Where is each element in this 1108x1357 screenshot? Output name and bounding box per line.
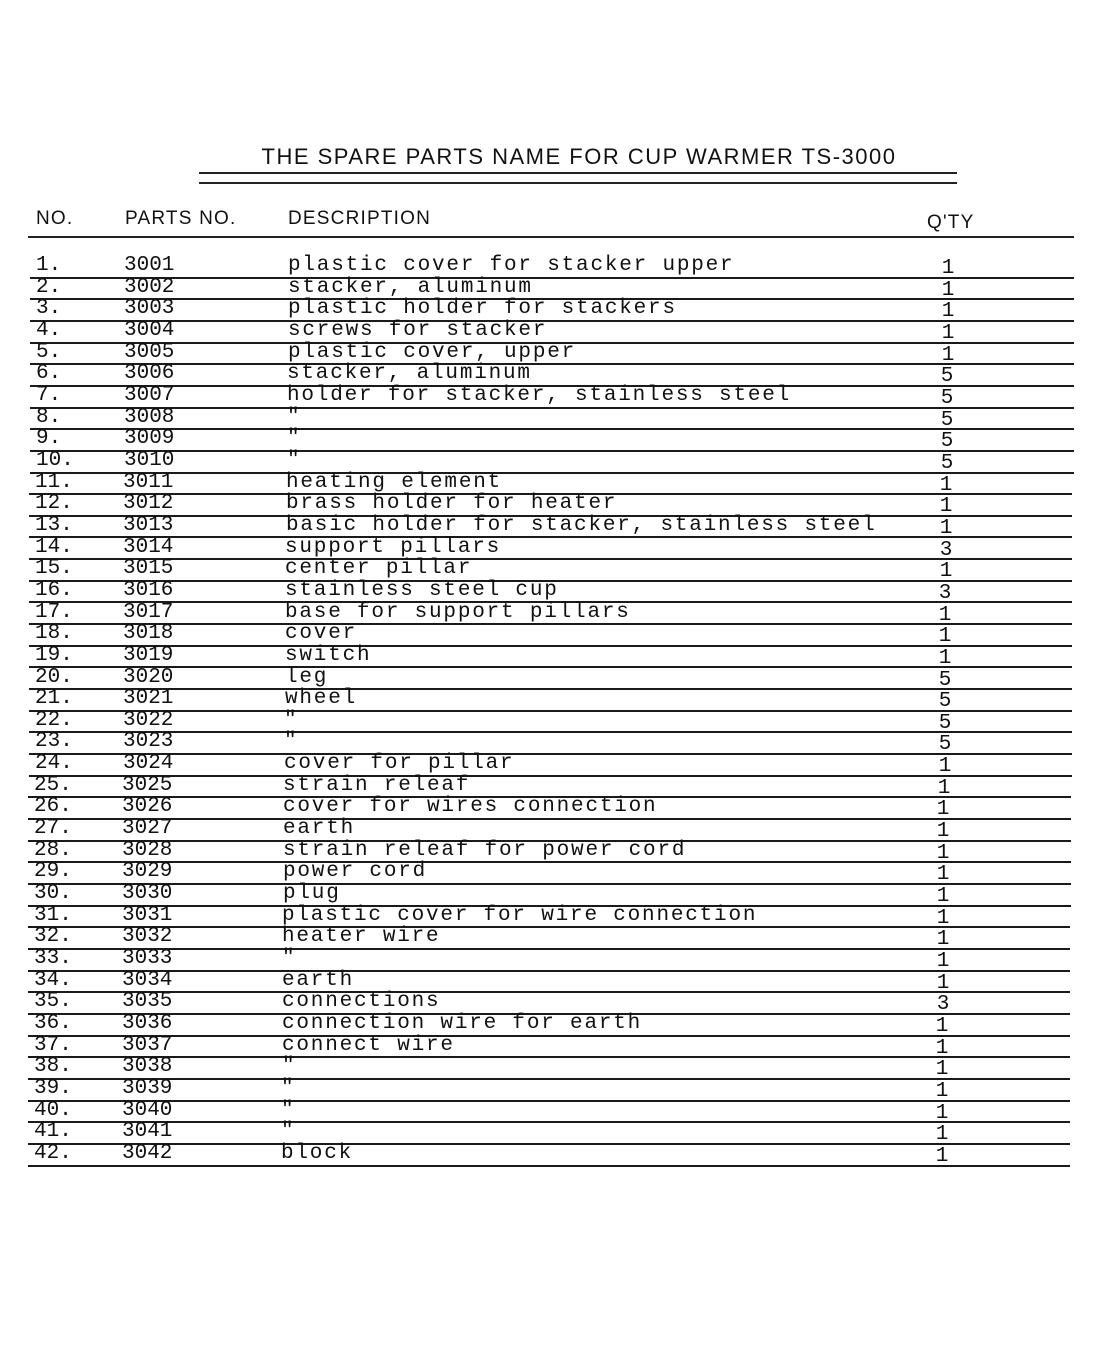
row-number: 18. bbox=[35, 622, 73, 646]
row-description: " bbox=[281, 1120, 296, 1144]
table-row bbox=[29, 623, 1072, 647]
row-qty: 1 bbox=[936, 906, 950, 930]
table-row bbox=[30, 407, 1074, 431]
row-qty: 1 bbox=[935, 1015, 949, 1039]
row-number: 12. bbox=[35, 492, 73, 516]
row-parts-no: 3036 bbox=[122, 1012, 173, 1036]
table-row bbox=[30, 428, 1074, 452]
table-row bbox=[29, 580, 1072, 604]
row-number: 10. bbox=[36, 448, 74, 472]
row-parts-no: 3026 bbox=[122, 795, 173, 819]
table-row bbox=[29, 710, 1072, 734]
column-header-description: DESCRIPTION bbox=[288, 208, 432, 229]
row-parts-no: 3003 bbox=[124, 297, 175, 321]
row-number: 2. bbox=[36, 275, 62, 299]
row-qty: 1 bbox=[941, 300, 955, 324]
table-row bbox=[29, 667, 1072, 691]
row-qty: 1 bbox=[937, 776, 951, 800]
row-number: 24. bbox=[35, 752, 73, 776]
row-description: plug bbox=[283, 882, 341, 906]
row-parts-no: 3029 bbox=[122, 860, 173, 884]
row-qty: 1 bbox=[939, 495, 953, 519]
row-parts-no: 3040 bbox=[122, 1098, 173, 1122]
table-row bbox=[29, 688, 1072, 712]
row-description: holder for stacker, stainless steel bbox=[287, 383, 792, 407]
table-row bbox=[28, 1078, 1070, 1102]
row-qty: 1 bbox=[938, 646, 952, 670]
row-qty: 5 bbox=[938, 690, 952, 714]
row-qty: 1 bbox=[938, 625, 952, 649]
row-parts-no: 3028 bbox=[122, 838, 173, 862]
row-number: 41. bbox=[34, 1120, 72, 1144]
row-qty: 1 bbox=[941, 278, 955, 302]
row-number: 20. bbox=[35, 665, 73, 689]
row-parts-no: 3008 bbox=[124, 405, 175, 429]
table-row bbox=[28, 861, 1071, 885]
row-description: " bbox=[282, 1055, 297, 1079]
row-qty: 1 bbox=[936, 971, 950, 995]
row-parts-no: 3017 bbox=[123, 600, 174, 624]
row-description: plastic holder for stackers bbox=[288, 297, 677, 321]
row-description: switch bbox=[285, 643, 372, 667]
row-description: connect wire bbox=[282, 1033, 455, 1057]
row-number: 16. bbox=[35, 578, 73, 602]
row-parts-no: 3005 bbox=[124, 340, 175, 364]
row-parts-no: 3021 bbox=[123, 687, 174, 711]
row-number: 8. bbox=[36, 405, 62, 429]
table-row bbox=[30, 342, 1074, 366]
table-row bbox=[28, 1143, 1070, 1167]
row-description: support pillars bbox=[285, 535, 502, 559]
row-qty: 5 bbox=[940, 451, 954, 475]
row-parts-no: 3024 bbox=[123, 752, 174, 776]
row-number: 42. bbox=[34, 1142, 72, 1165]
row-qty: 1 bbox=[938, 755, 952, 779]
column-header-parts-no: PARTS NO. bbox=[125, 208, 237, 229]
row-number: 13. bbox=[35, 513, 73, 537]
row-number: 3. bbox=[36, 297, 62, 321]
row-parts-no: 3012 bbox=[123, 492, 174, 516]
row-description: " bbox=[281, 1098, 296, 1122]
row-qty: 1 bbox=[935, 1080, 949, 1104]
row-number: 39. bbox=[34, 1077, 72, 1101]
row-qty: 5 bbox=[938, 668, 952, 692]
row-parts-no: 3022 bbox=[123, 708, 174, 732]
row-parts-no: 3009 bbox=[124, 427, 175, 451]
row-number: 14. bbox=[35, 535, 73, 559]
row-description: stainless steel cup bbox=[285, 578, 559, 602]
table-row bbox=[29, 731, 1072, 755]
row-description: plastic cover for wire connection bbox=[282, 903, 758, 927]
row-number: 32. bbox=[34, 925, 72, 949]
row-description: plastic cover, upper bbox=[288, 340, 577, 364]
row-parts-no: 3001 bbox=[124, 254, 175, 277]
row-number: 33. bbox=[34, 947, 72, 971]
row-description: wheel bbox=[285, 687, 358, 711]
column-header-qty: Q'TY bbox=[927, 212, 975, 233]
table-row bbox=[28, 926, 1070, 950]
row-number: 15. bbox=[35, 557, 73, 581]
row-parts-no: 3013 bbox=[123, 513, 174, 537]
row-qty: 1 bbox=[939, 560, 953, 584]
row-qty: 1 bbox=[936, 928, 950, 952]
row-number: 35. bbox=[34, 990, 72, 1014]
row-parts-no: 3020 bbox=[123, 665, 174, 689]
row-description: " bbox=[287, 427, 302, 451]
row-number: 17. bbox=[35, 600, 73, 624]
row-number: 36. bbox=[34, 1012, 72, 1036]
row-description: cover bbox=[285, 622, 358, 646]
page-title: THE SPARE PARTS NAME FOR CUP WARMER TS-3000 bbox=[261, 144, 897, 169]
row-parts-no: 3023 bbox=[123, 730, 174, 754]
row-description: leg bbox=[285, 665, 329, 689]
row-qty: 1 bbox=[935, 1101, 949, 1125]
table-row bbox=[28, 905, 1070, 929]
row-parts-no: 3019 bbox=[123, 643, 174, 667]
table-row bbox=[29, 645, 1072, 669]
row-parts-no: 3031 bbox=[122, 903, 173, 927]
table-row bbox=[28, 1121, 1070, 1145]
table-row bbox=[30, 255, 1074, 279]
row-qty: 3 bbox=[938, 581, 952, 605]
row-description: cover for pillar bbox=[284, 752, 515, 776]
row-number: 22. bbox=[35, 708, 73, 732]
row-number: 26. bbox=[34, 795, 72, 819]
table-row bbox=[28, 1056, 1070, 1080]
row-description: screws for stacker bbox=[288, 318, 548, 342]
row-description: basic holder for stacker, stainless steel bbox=[286, 513, 877, 537]
row-number: 29. bbox=[34, 860, 72, 884]
row-number: 11. bbox=[35, 470, 73, 494]
row-number: 19. bbox=[35, 643, 73, 667]
row-qty: 1 bbox=[935, 1036, 949, 1060]
row-description: plastic cover for stacker upper bbox=[288, 254, 735, 277]
row-description: " bbox=[284, 730, 299, 754]
row-number: 40. bbox=[34, 1098, 72, 1122]
row-description: strain releaf for power cord bbox=[283, 838, 687, 862]
row-number: 31. bbox=[34, 903, 72, 927]
row-number: 30. bbox=[34, 882, 72, 906]
row-parts-no: 3018 bbox=[123, 622, 174, 646]
table-row bbox=[28, 970, 1070, 994]
row-number: 28. bbox=[34, 838, 72, 862]
row-parts-no: 3006 bbox=[124, 362, 175, 386]
row-qty: 5 bbox=[940, 365, 954, 389]
row-qty: 1 bbox=[941, 343, 955, 367]
row-parts-no: 3034 bbox=[122, 968, 173, 992]
row-description: cover for wires connection bbox=[283, 795, 658, 819]
row-description: brass holder for heater bbox=[286, 492, 618, 516]
row-parts-no: 3011 bbox=[123, 470, 174, 494]
row-number: 34. bbox=[34, 968, 72, 992]
row-qty: 1 bbox=[936, 841, 950, 865]
table-row bbox=[29, 602, 1072, 626]
row-qty: 5 bbox=[940, 386, 954, 410]
row-description: base for support pillars bbox=[285, 600, 631, 624]
row-parts-no: 3014 bbox=[123, 535, 174, 559]
row-description: earth bbox=[282, 968, 355, 992]
row-parts-no: 3025 bbox=[122, 773, 173, 797]
table-row bbox=[30, 450, 1074, 474]
row-description: " bbox=[287, 448, 302, 472]
row-parts-no: 3037 bbox=[122, 1033, 173, 1057]
table-row bbox=[29, 515, 1072, 539]
row-number: 37. bbox=[34, 1033, 72, 1057]
row-parts-no: 3010 bbox=[124, 448, 175, 472]
row-number: 23. bbox=[35, 730, 73, 754]
row-qty: 1 bbox=[936, 863, 950, 887]
row-description: " bbox=[281, 1077, 296, 1101]
row-qty: 1 bbox=[936, 950, 950, 974]
row-qty: 1 bbox=[941, 257, 955, 280]
row-parts-no: 3038 bbox=[122, 1055, 173, 1079]
table-row bbox=[30, 385, 1074, 409]
row-qty: 1 bbox=[936, 885, 950, 909]
row-number: 7. bbox=[36, 383, 62, 407]
row-description: " bbox=[287, 405, 302, 429]
table-row bbox=[28, 840, 1071, 864]
row-qty: 5 bbox=[940, 430, 954, 454]
row-qty: 5 bbox=[938, 711, 952, 735]
table-row bbox=[30, 298, 1074, 322]
row-qty: 1 bbox=[936, 820, 950, 844]
table-row bbox=[28, 1013, 1070, 1037]
row-number: 4. bbox=[36, 318, 62, 342]
row-number: 21. bbox=[35, 687, 73, 711]
row-description: stacker, aluminum bbox=[288, 275, 533, 299]
row-qty: 1 bbox=[939, 516, 953, 540]
table-row bbox=[28, 948, 1070, 972]
row-description: strain releaf bbox=[283, 773, 471, 797]
row-qty: 1 bbox=[935, 1145, 949, 1168]
row-parts-no: 3015 bbox=[123, 557, 174, 581]
row-parts-no: 3032 bbox=[122, 925, 173, 949]
row-number: 38. bbox=[34, 1055, 72, 1079]
row-qty: 5 bbox=[938, 733, 952, 757]
row-parts-no: 3033 bbox=[122, 947, 173, 971]
row-description: heating element bbox=[286, 470, 503, 494]
row-parts-no: 3035 bbox=[122, 990, 173, 1014]
row-qty: 3 bbox=[939, 538, 953, 562]
row-parts-no: 3041 bbox=[122, 1120, 173, 1144]
row-parts-no: 3004 bbox=[124, 318, 175, 342]
row-qty: 3 bbox=[936, 993, 950, 1017]
row-number: 5. bbox=[36, 340, 62, 364]
row-qty: 5 bbox=[940, 408, 954, 432]
row-description: power cord bbox=[283, 860, 428, 884]
row-description: " bbox=[282, 947, 297, 971]
row-qty: 1 bbox=[941, 321, 955, 345]
row-description: heater wire bbox=[282, 925, 441, 949]
row-parts-no: 3039 bbox=[122, 1077, 173, 1101]
row-qty: 1 bbox=[938, 603, 952, 627]
table-row bbox=[28, 1035, 1070, 1059]
row-description: connection wire for earth bbox=[282, 1012, 643, 1036]
table-row bbox=[28, 796, 1071, 820]
row-qty: 1 bbox=[935, 1123, 949, 1147]
row-description: earth bbox=[283, 817, 356, 841]
row-number: 6. bbox=[36, 362, 62, 386]
row-description: " bbox=[284, 708, 299, 732]
row-qty: 1 bbox=[939, 473, 953, 497]
row-parts-no: 3002 bbox=[124, 275, 175, 299]
row-number: 1. bbox=[36, 254, 62, 277]
row-parts-no: 3016 bbox=[123, 578, 174, 602]
row-parts-no: 3042 bbox=[122, 1142, 173, 1165]
table-row bbox=[28, 1100, 1070, 1124]
table-row bbox=[29, 537, 1072, 561]
row-parts-no: 3030 bbox=[122, 882, 173, 906]
row-description: center pillar bbox=[285, 557, 473, 581]
row-parts-no: 3027 bbox=[122, 817, 173, 841]
row-number: 27. bbox=[34, 817, 72, 841]
row-number: 9. bbox=[36, 427, 62, 451]
column-header-no: NO. bbox=[36, 208, 74, 229]
row-qty: 1 bbox=[936, 798, 950, 822]
row-number: 25. bbox=[34, 773, 72, 797]
row-parts-no: 3007 bbox=[124, 383, 175, 407]
row-description: stacker, aluminum bbox=[287, 362, 532, 386]
table-row bbox=[29, 753, 1072, 777]
row-description: connections bbox=[282, 990, 441, 1014]
row-qty: 1 bbox=[935, 1058, 949, 1082]
row-description: block bbox=[281, 1142, 354, 1165]
